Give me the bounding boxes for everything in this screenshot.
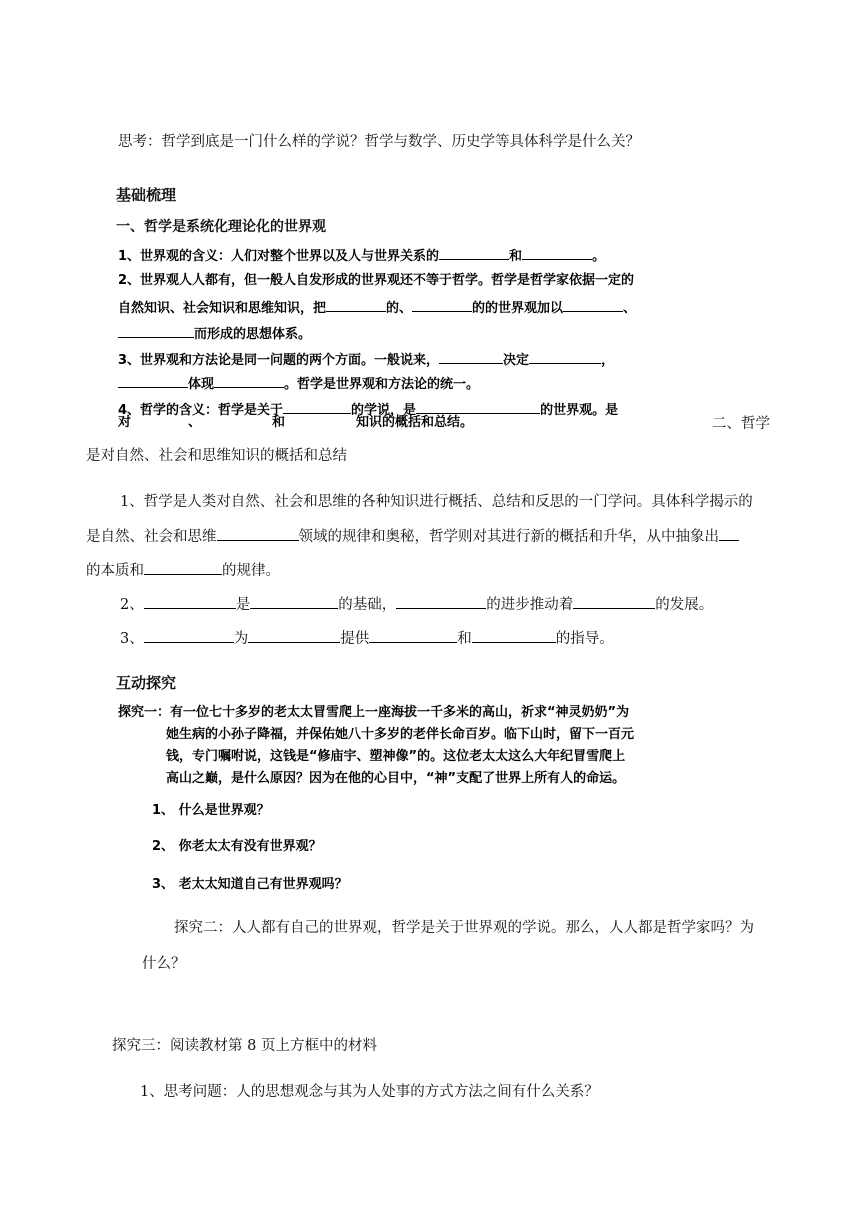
s1-item4-text-c: 的世界观。是 <box>540 403 619 418</box>
s2-item1-line2 <box>86 526 739 547</box>
s2-item2-text-d: 的进步推动着 <box>486 597 574 613</box>
s1-item2-line3 <box>118 324 311 344</box>
s1-item3-line2 <box>118 374 479 394</box>
fill-blank[interactable] <box>217 526 299 541</box>
fill-blank[interactable] <box>326 298 386 312</box>
s1-item2-text-c: 的的世界观加以 <box>472 301 564 316</box>
section1-title: 一、哲学是系统化理论化的世界观 <box>116 219 326 235</box>
s1-item1-text-c: 。 <box>592 249 606 264</box>
s1-item1-text-a: 1、世界观的含义：人们对整个世界以及人与世界关系的 <box>118 249 440 264</box>
s1-item1 <box>118 246 605 266</box>
s1-item3-text-d: 体现 <box>188 377 215 392</box>
s1-item2-text-e: 而形成的思想体系。 <box>194 327 312 342</box>
s1-item2-text-d: 、 <box>623 301 637 316</box>
s1-item4-text-d: 对 <box>118 415 132 430</box>
explore1-question3: 3、 老太太知道自己有世界观吗？ <box>152 877 348 892</box>
explore1-line4: 高山之巅，是什么原因？因为在他的心目中，“神”支配了世界上所有人的命运。 <box>166 771 626 786</box>
explore1-question2: 2、 你老太太有没有世界观？ <box>152 839 322 854</box>
s1-item3-text-a: 3、世界观和方法论是同一问题的两个方面。一般说来， <box>118 353 440 368</box>
fill-blank[interactable] <box>416 400 540 414</box>
s2-item2 <box>120 594 713 615</box>
section2-title-part2: 是对自然、社会和思维知识的概括和总结 <box>86 448 347 464</box>
s1-item4-text-a: 4、哲学的含义：哲学是关于 <box>118 403 284 418</box>
fill-blank[interactable] <box>214 374 284 388</box>
explore2-line1: 探究二：人人都有自己的世界观，哲学是关于世界观的学说。那么，人人都是哲学家吗？为 <box>174 920 754 936</box>
s2-item1-text-c: 的本质和 <box>86 563 144 579</box>
fill-blank[interactable] <box>250 594 338 609</box>
explore2-line2: 什么？ <box>142 956 186 972</box>
s1-item1-text-b: 和 <box>509 249 523 264</box>
explore1-line1: 探究一：有一位七十多岁的老太太冒雪爬上一座海拔一千多米的高山，祈求“神灵奶奶”为 <box>118 705 630 720</box>
explore1-question1: 1、 什么是世界观？ <box>152 803 270 818</box>
s2-item1-text-b: 领域的规律和奥秘，哲学则对其进行新的概括和升华，从中抽象出 <box>298 529 719 545</box>
explore1-line2: 她生病的小孙子降福，并保佑她八十多岁的老伴长命百岁。临下山时，留下一百元 <box>166 727 635 742</box>
think-question: 思考：哲学到底是一门什么样的学说？哲学与数学、历史学等具体科学是什么关？ <box>118 134 640 150</box>
fill-blank[interactable] <box>563 298 623 312</box>
fill-blank[interactable] <box>118 324 194 338</box>
s2-item1-line3 <box>86 560 280 581</box>
s1-item3-line1 <box>118 350 614 370</box>
s2-item1-text-a: 是自然、社会和思维 <box>86 529 217 545</box>
s1-item2-text-b: 的、 <box>386 301 413 316</box>
fill-blank[interactable] <box>529 350 601 364</box>
s1-item3-text-e: 。哲学是世界观和方法论的统一。 <box>284 377 480 392</box>
fill-blank[interactable] <box>144 560 222 575</box>
fill-blank[interactable] <box>412 298 472 312</box>
fill-blank[interactable] <box>248 628 340 643</box>
fill-blank[interactable] <box>719 526 739 541</box>
fill-blank[interactable] <box>573 594 655 609</box>
fill-blank[interactable] <box>118 374 188 388</box>
fill-blank[interactable] <box>144 628 234 643</box>
fill-blank[interactable] <box>439 246 509 260</box>
s1-item3-text-b: 决定 <box>503 353 530 368</box>
s2-item3 <box>120 628 614 649</box>
section-title-basics: 基础梳理 <box>116 186 177 204</box>
s2-item2-text-a: 2、 <box>120 597 144 613</box>
s1-item4-text-e: 、 <box>188 415 202 430</box>
fill-blank[interactable] <box>144 594 236 609</box>
s1-item4-text-b: 的学说，是 <box>351 403 417 418</box>
fill-blank[interactable] <box>369 628 457 643</box>
explore1-line3: 钱，专门嘱咐说，这钱是“修庙宇、塑神像”的。这位老太太这么大年纪冒雪爬上 <box>166 749 626 764</box>
section2-title-part1: 二、哲学 <box>712 416 770 432</box>
s2-item3-text-c: 提供 <box>340 631 370 647</box>
s2-item3-text-e: 的指导。 <box>555 631 614 647</box>
fill-blank[interactable] <box>283 400 351 414</box>
s1-item3-text-c: ， <box>601 353 615 368</box>
s2-item3-text-d: 和 <box>457 631 472 647</box>
fill-blank[interactable] <box>472 628 556 643</box>
s1-item4-text-g: 知识的概括和总结。 <box>356 415 474 430</box>
s1-item4-text-f: 和 <box>272 415 286 430</box>
fill-blank[interactable] <box>396 594 486 609</box>
s1-item4-line2 <box>118 414 131 432</box>
fill-blank[interactable] <box>522 246 592 260</box>
s2-item1-line1: 1、哲学是人类对自然、社会和思维的各种知识进行概括、总结和反思的一门学问。具体科学揭示的 <box>120 494 753 510</box>
s2-item3-text-b: 为 <box>233 631 249 647</box>
s2-item2-text-e: 的发展。 <box>655 597 714 613</box>
s1-item2-line2 <box>118 298 636 318</box>
explore3-question1: 1、思考问题：人的思想观念与其为人处事的方式方法之间有什么关系？ <box>140 1084 599 1100</box>
s1-item2-line1: 2、世界观人人都有，但一般人自发形成的世界观还不等于哲学。哲学是哲学家依据一定的 <box>118 273 635 288</box>
s2-item3-text-a: 3、 <box>120 631 144 647</box>
s2-item2-text-b: 是 <box>235 597 251 613</box>
fill-blank[interactable] <box>439 350 503 364</box>
s2-item2-text-c: 的基础， <box>338 597 397 613</box>
s2-item1-text-d: 的规律。 <box>222 563 280 579</box>
section-title-interactive: 互动探究 <box>116 674 177 692</box>
explore3-title: 探究三：阅读教材第 8 页上方框中的材料 <box>112 1038 377 1054</box>
s1-item2-text-a: 自然知识、社会知识和思维知识，把 <box>118 301 327 316</box>
